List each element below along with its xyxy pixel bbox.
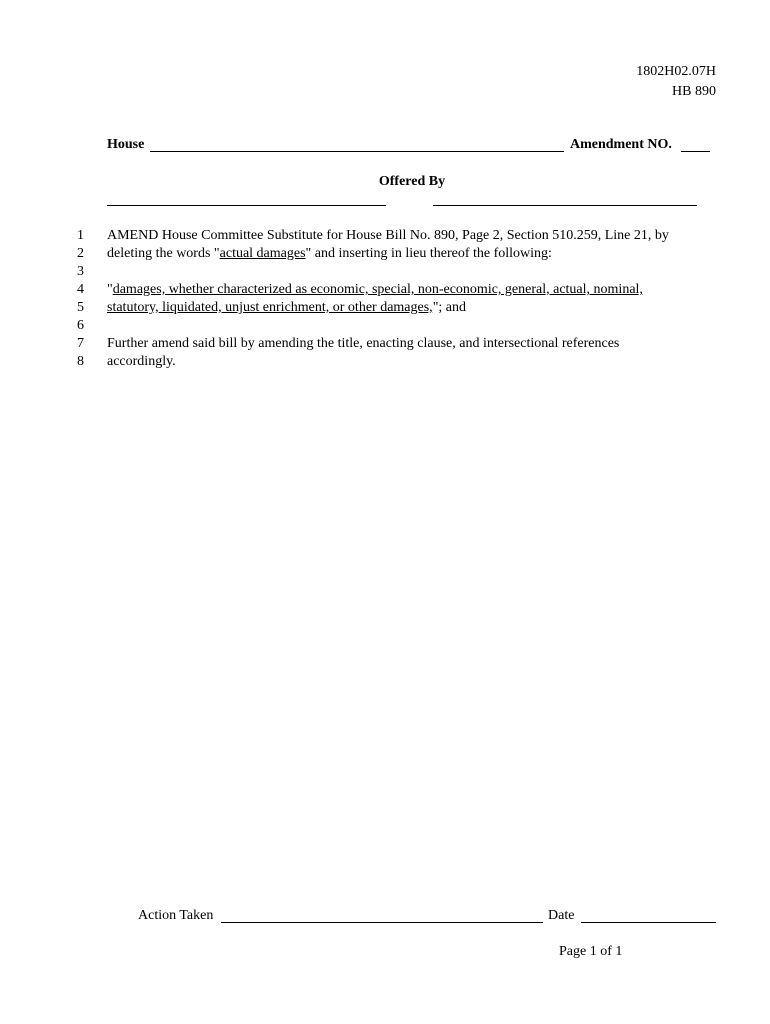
inserted-words: damages, whether characterized as economic, special, non-economic, general, actual, nominal, (112, 282, 643, 297)
line-number: 7 (77, 336, 84, 351)
line-number: 4 (77, 282, 84, 297)
line-number: 3 (77, 264, 84, 279)
offered-by-line-right (433, 205, 697, 206)
line-number: 6 (77, 318, 84, 333)
amendment-text-line: Further amend said bill by amending the title, enacting clause, and intersectional references (107, 336, 620, 351)
page-number: Page 1 of 1 (559, 944, 623, 959)
amendment-number-blank (681, 151, 710, 152)
house-label: House (107, 137, 145, 152)
house-blank-line (150, 151, 564, 152)
text-segment: " and inserting in lieu thereof the following: (305, 246, 552, 261)
action-taken-line (221, 922, 543, 923)
offered-by-line-left (107, 205, 386, 206)
line-number: 8 (77, 354, 84, 369)
inserted-words: statutory, liquidated, unjust enrichment, or other damages, (107, 300, 433, 315)
text-segment: "; and (432, 300, 467, 315)
date-label: Date (548, 908, 575, 923)
amendment-text-line (107, 299, 466, 317)
amendment-text-line: AMEND House Committee Substitute for House Bill No. 890, Page 2, Section 510.259, Line 21, by (107, 228, 669, 243)
offered-by-label: Offered By (378, 174, 446, 189)
document-id: 1802H02.07H (636, 64, 716, 79)
bill-number: HB 890 (672, 84, 716, 99)
date-line (581, 922, 716, 923)
amendment-text-line: accordingly. (107, 354, 176, 369)
line-number: 5 (77, 300, 84, 315)
line-number: 1 (77, 228, 84, 243)
amendment-text-line (107, 281, 643, 299)
action-taken-label: Action Taken (138, 908, 214, 923)
text-segment: " (107, 282, 113, 297)
text-segment: deleting the words " (107, 246, 220, 261)
line-number: 2 (77, 246, 84, 261)
deleted-words: actual damages (219, 246, 306, 261)
amendment-text-line (107, 245, 552, 263)
amendment-number-label: Amendment NO. (570, 137, 672, 152)
